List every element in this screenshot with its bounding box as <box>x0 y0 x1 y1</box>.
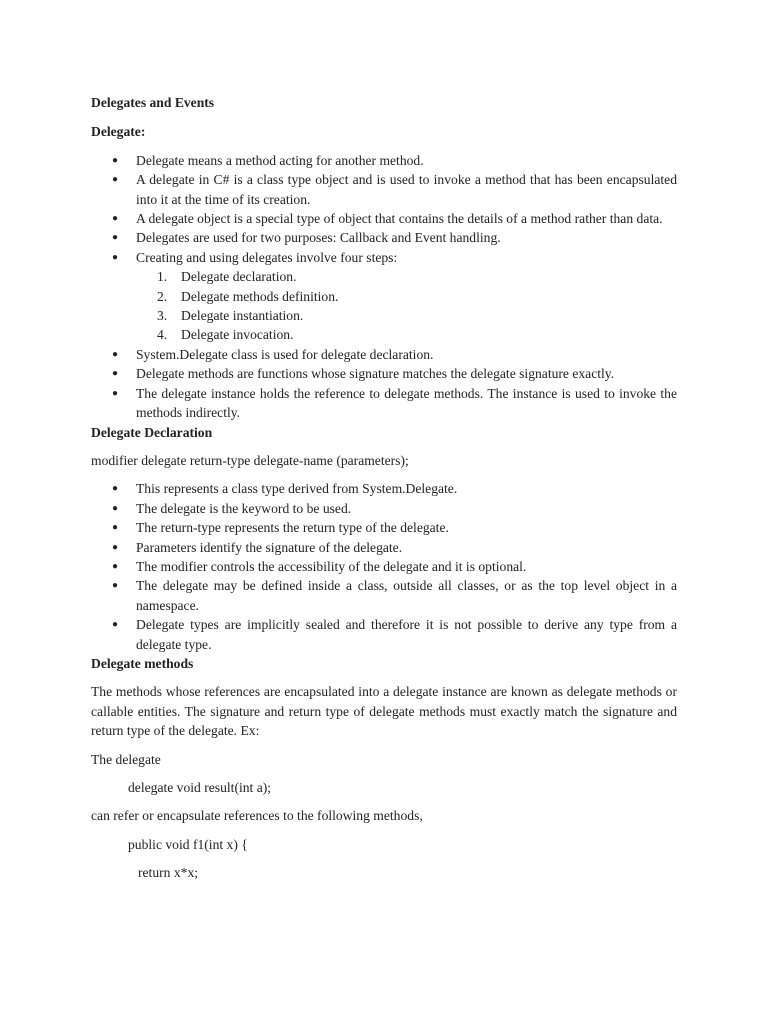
list-item: 2. Delegate methods definition. <box>157 288 339 304</box>
delegate-bullet-list <box>91 151 677 267</box>
code-line: return x*x; <box>138 865 199 881</box>
list-item: ● Creating and using delegates involve four steps: <box>91 248 677 267</box>
bullet-icon: ● <box>112 619 119 631</box>
bullet-icon: ● <box>112 174 119 186</box>
bullet-icon: ● <box>112 580 119 592</box>
bullet-icon: ● <box>112 502 119 514</box>
list-item: ● A delegate object is a special type of object that contains the details of a method rather than data. <box>91 209 677 228</box>
list-item: ● The return-type represents the return type of the delegate. <box>91 518 677 537</box>
bullet-icon: ● <box>112 213 119 225</box>
list-item: ● System.Delegate class is used for delegate declaration. <box>91 345 677 364</box>
list-item: 4. Delegate invocation. <box>157 327 294 343</box>
list-item: ● A delegate in C# is a class type object and is used to invoke a method that has been encapsulated into it at the time of its creation. <box>112 172 677 207</box>
section-heading-methods: Delegate methods <box>91 655 194 671</box>
methods-paragraph: The methods whose references are encapsulated into a delegate instance are known as delegate methods or callable entities. The signature and return type of delegate methods must exactly match the signature and return type of the delegate. Ex: <box>91 684 677 739</box>
document-title: Delegates and Events <box>91 95 215 110</box>
list-item: ● This represents a class type derived from System.Delegate. <box>91 479 677 498</box>
declaration-bullet-list <box>91 479 677 654</box>
list-item: ● Parameters identify the signature of the delegate. <box>91 538 677 557</box>
bullet-icon: ● <box>112 522 119 534</box>
bullet-icon: ● <box>112 232 119 244</box>
bullet-icon: ● <box>112 483 119 495</box>
bullet-icon: ● <box>112 368 119 380</box>
bullet-icon: ● <box>112 387 119 399</box>
bullet-icon: ● <box>112 348 119 360</box>
list-item: 1. Delegate declaration. <box>157 269 297 285</box>
list-item: ● Delegate means a method acting for another method. <box>91 151 677 170</box>
document-body <box>91 93 677 883</box>
steps-numbered-list <box>91 267 677 345</box>
declaration-syntax: modifier delegate return-type delegate-name (parameters); <box>91 452 409 468</box>
list-item: ● The modifier controls the accessibility of the delegate and it is optional. <box>91 557 677 576</box>
bullet-icon: ● <box>112 560 119 572</box>
bullet-icon: ● <box>112 541 119 553</box>
code-line: delegate void result(int a); <box>128 780 272 795</box>
bullet-icon: ● <box>112 251 119 263</box>
list-item: 3. Delegate instantiation. <box>157 308 304 324</box>
list-item: ● Delegates are used for two purposes: Callback and Event handling. <box>91 228 677 247</box>
methods-line: The delegate <box>91 751 161 767</box>
list-item: ● Delegate methods are functions whose signature matches the delegate signature exactly. <box>91 364 677 383</box>
list-item: ● The delegate may be defined inside a class, outside all classes, or as the top level object in a namespace. <box>112 578 677 613</box>
bullet-icon: ● <box>112 154 119 166</box>
list-item: ● Delegate types are implicitly sealed and therefore it is not possible to derive any type from a delegate type. <box>112 617 677 652</box>
list-item: ● The delegate is the keyword to be used. <box>91 499 677 518</box>
section-heading-delegate: Delegate: <box>91 124 146 140</box>
code-line: public void f1(int x) { <box>128 836 248 852</box>
methods-line: can refer or encapsulate references to the following methods, <box>91 808 423 824</box>
delegate-bullet-list-continued <box>91 345 677 423</box>
section-heading-declaration: Delegate Declaration <box>91 424 213 440</box>
list-item: ● The delegate instance holds the reference to delegate methods. The instance is used to invoke the methods indirectly. <box>112 385 677 421</box>
